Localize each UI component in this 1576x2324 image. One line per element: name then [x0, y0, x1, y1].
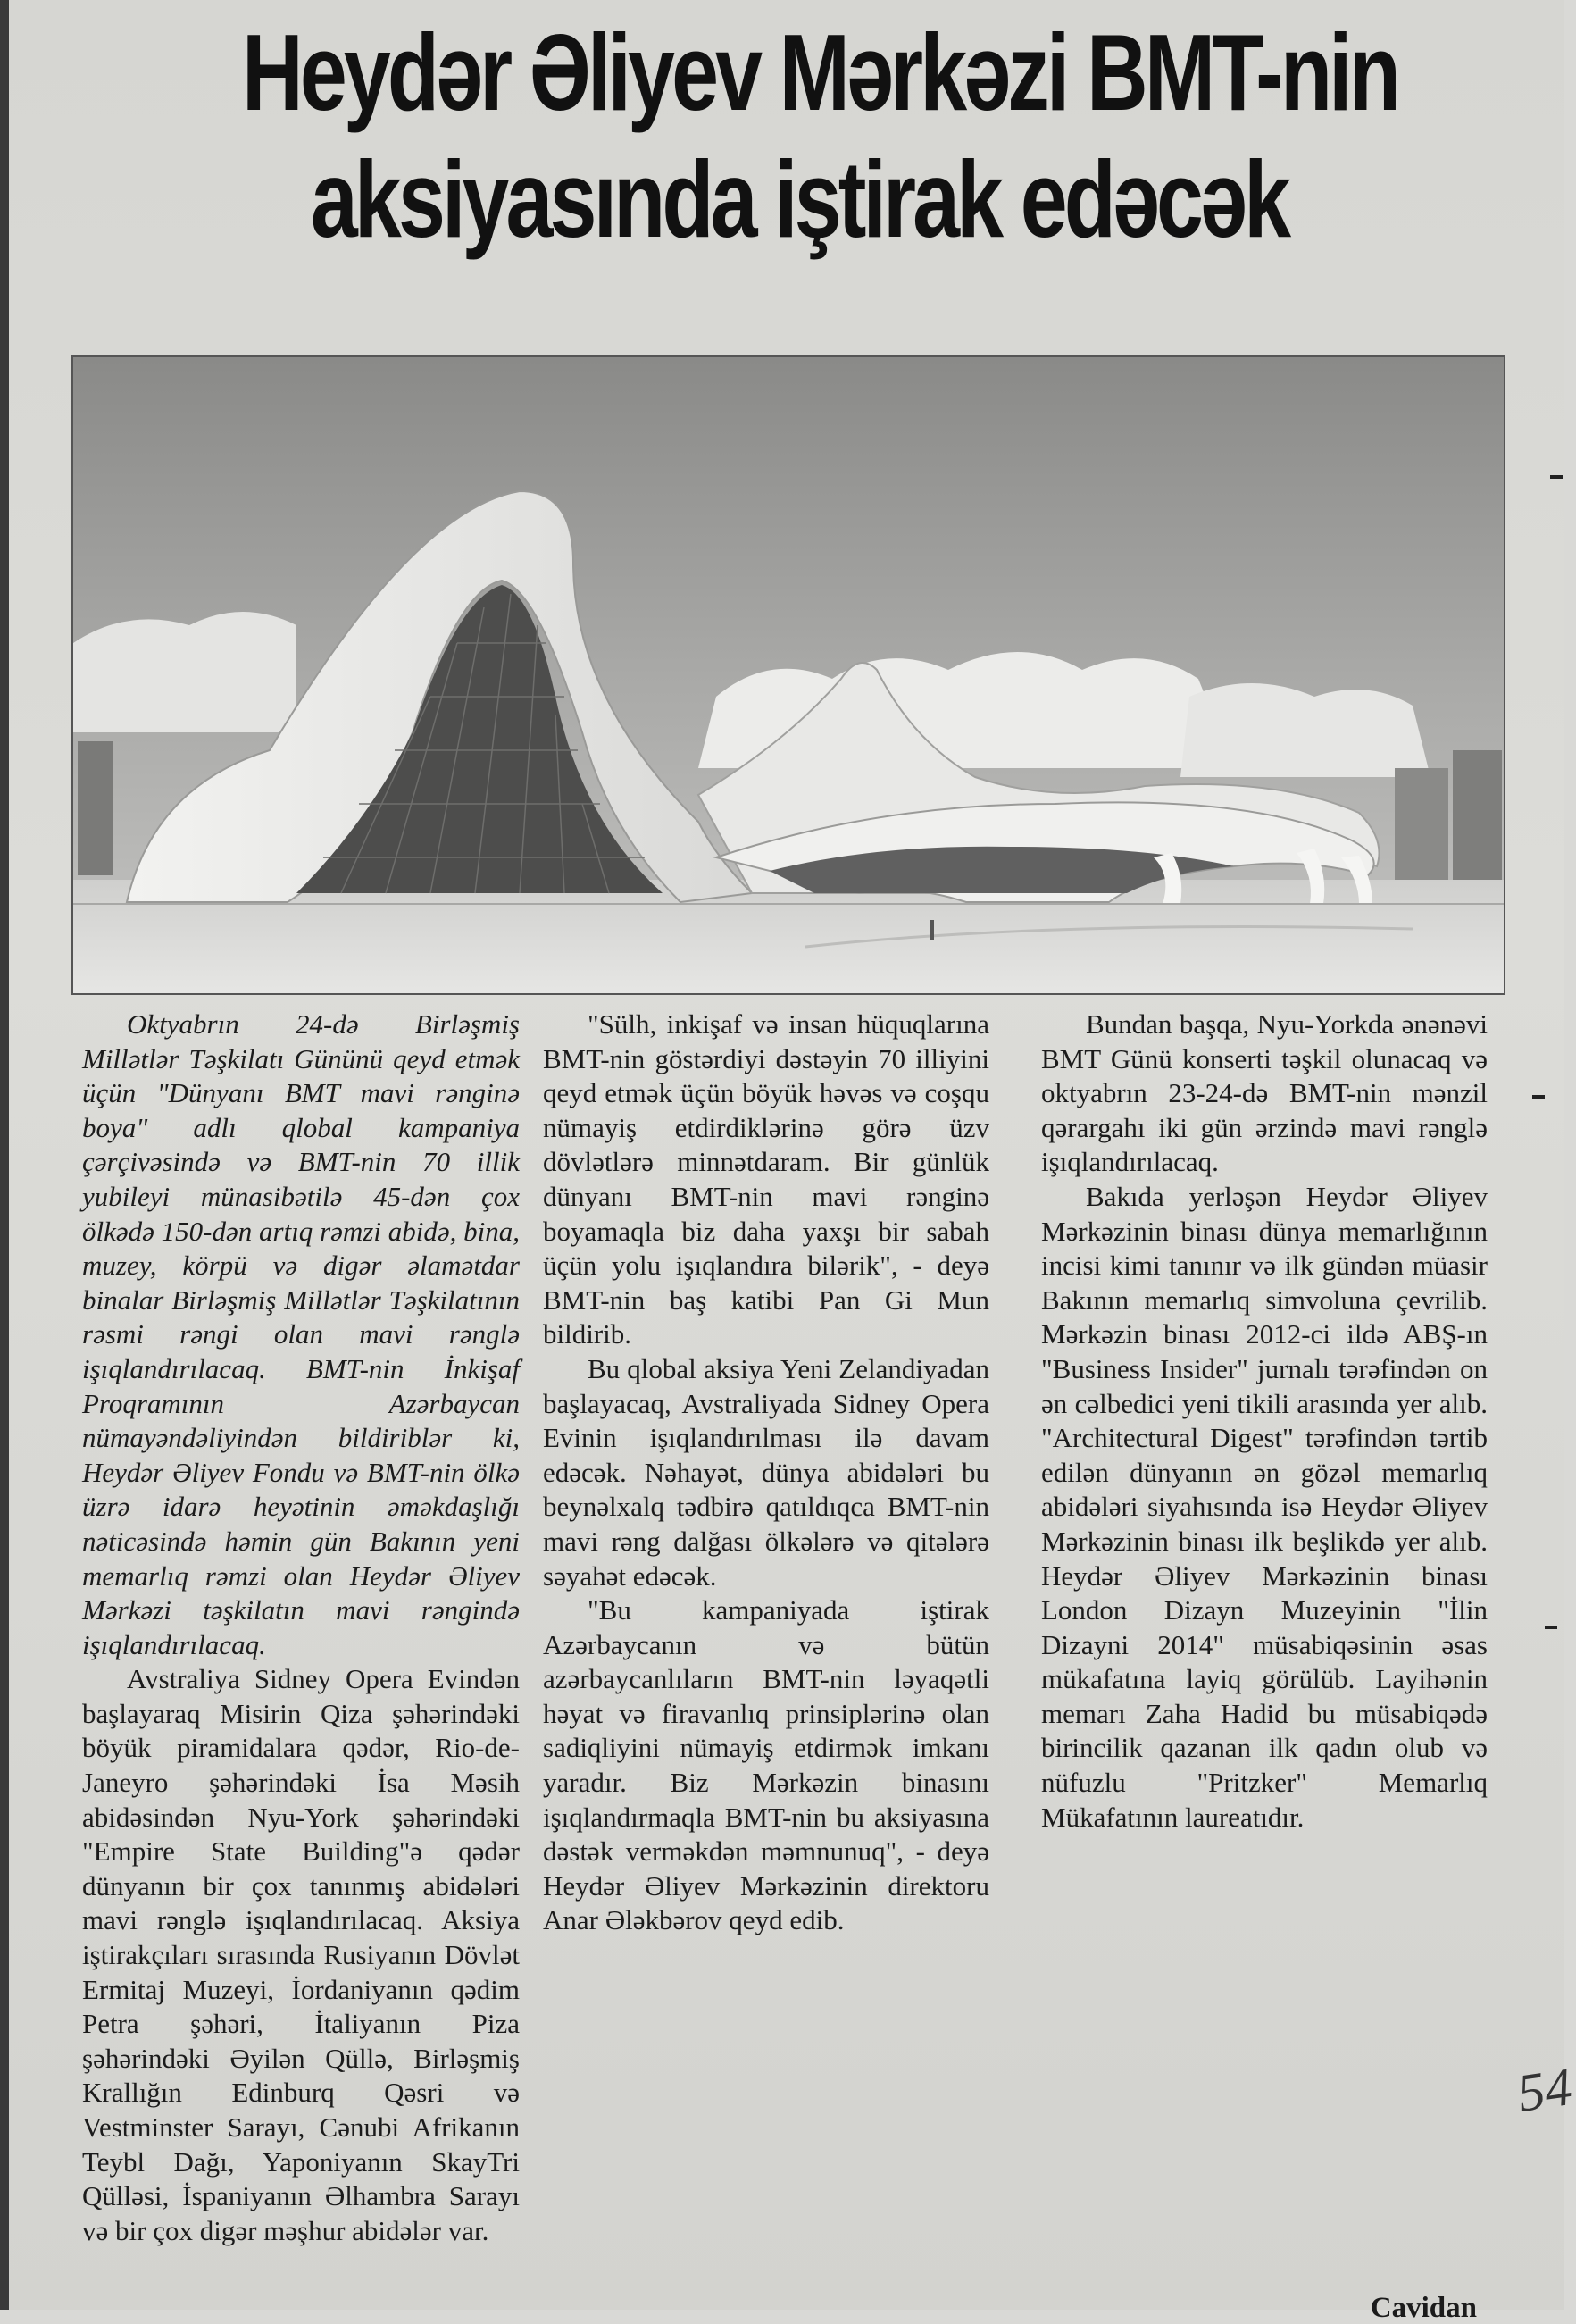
- scan-mark: [1550, 475, 1563, 479]
- handwritten-page-number: 54: [1513, 2057, 1576, 2123]
- headline-line-2: aksiyasında iştirak edəcək: [310, 138, 1288, 260]
- article-paragraph-5: "Bu kampaniyada iştirak Azərbaycanın və bütün azərbaycanlıların BMT-nin ləyaqətli həyat və firavanlıq prinsiplərinə olan sadiqliyini nümayiş etdirmək imkanı yaradır. Biz Mərkəzin binasını işıqlandırmaqla BMT-nin bu aksiyasına dəstək verməkdən məmnunuq", - deyə Heydər Əliyev Mərkəzinin direktoru Anar Ələkbərov qeyd edib.: [543, 1594, 989, 1936]
- heydar-aliyev-center-illustration: [73, 357, 1504, 993]
- article-paragraph-4: Bu qlobal aksiya Yeni Zelandiyadan başlayacaq, Avstraliyada Sidney Opera Evinin işıqlandırılması ilə davam edəcək. Nəhayət, dünya abidələri bu beynəlxalq tədbirə qatıldıqca BMT-nin mavi rəng dalğası ölkələrə və qitələrə səyahət edəcək.: [543, 1352, 989, 1592]
- article-headline: [242, 9, 1397, 263]
- article-lead: Oktyabrın 24-də Birləşmiş Millətlər Təşkilatı Gününü qeyd etmək üçün "Dünyanı BMT mavi rənginə boya" adlı qlobal kampaniya çərçivəsində və BMT-nin 70 illik yubileyi münasibətilə 45-dən çox ölkədə 150-dən artıq rəmzi abidə, bina, muzey, körpü və digər əlamətdar binalar Birləşmiş Millətlər Təşkilatının rəsmi rəngi olan mavi rənglə işıqlandırılacaq. BMT-nin İnkişaf Proqramının Azərbaycan nümayəndəliyindən bildiriblər ki, Heydər Əliyev Fondu və BMT-nin ölkə üzrə idarə heyətinin əməkdaşlığı nəticəsində həmin gün Bakının yeni memarlıq rəmzi olan Heydər Əliyev Mərkəzi təşkilatın mavi rəngində işıqlandırılacaq.: [82, 1008, 520, 1660]
- article-column-2: [543, 1007, 989, 1938]
- article-column-1: [82, 1007, 520, 2248]
- article-byline: Cavidan: [1370, 2292, 1477, 2324]
- headline-line-1: Heydər Əliyev Mərkəzi BMT-nin: [242, 12, 1397, 133]
- article-column-3: [1041, 1007, 1488, 1835]
- scan-mark: [1532, 1095, 1545, 1099]
- article-paragraph-6: Bundan başqa, Nyu-Yorkda ənənəvi BMT Günü konserti təşkil olunacaq və oktyabrın 23-24-də BMT-nin mənzil qərargahı iki gün ərzində mavi rənglə işıqlandırılacaq.: [1041, 1008, 1488, 1178]
- article-paragraph-7: Bakıda yerləşən Heydər Əliyev Mərkəzinin binası dünya memarlığının incisi kimi tanınır və ilk gündən müasir Bakının memarlıq simvoluna çevrilib. Mərkəzin binası 2012-ci ildə ABŞ-ın "Business Insider" jurnalı tərəfindən on ən cəlbedici yeni tikili arasında yer alıb. "Architectural Digest" tərəfindən tərtib edilən dünyanın ən gözəl memarlıq abidələri siyahısında isə Heydər Əliyev Mərkəzinin binası ilk beşlikdə yer alıb. Heydər Əliyev Mərkəzinin binası London Dizayn Muzeyinin "İlin Dizayni 2014" müsabiqəsinin əsas mükafatına layiq görülüb. Layihənin memarı Zaha Hadid bu müsabiqədə birincilik qazanan ilk qadın olub və nüfuzlu "Pritzker" Memarlıq Mükafatının laureatıdır.: [1041, 1180, 1488, 1833]
- page-edge: [0, 0, 9, 2310]
- article-paragraph-3: "Sülh, inkişaf və insan hüquqlarına BMT-nin göstərdiyi dəstəyin 70 illiyini qeyd etmək üçün böyük həvəs və coşqu nümayiş etdirdiklərinə görə üzv dövlətlərə minnətdaram. Bir günlük dünyanı BMT-nin mavi rənginə boyamaqla biz daha yaxşı bir sabah üçün yolu işıqlandıra bilərik", - deyə BMT-nin baş katibi Pan Gi Mun bildirib.: [543, 1008, 989, 1350]
- article-photo: [71, 355, 1505, 995]
- scan-mark: [1545, 1626, 1557, 1629]
- article-paragraph-2: Avstraliya Sidney Opera Evindən başlayaraq Misirin Qiza şəhərindəki böyük piramidalara qədər, Rio-de-Janeyro şəhərindəki İsa Məsih abidəsindən Nyu-York şəhərindəki "Empire State Building"ə qədər dünyanın bir çox tanınmış abidələri mavi rənglə işıqlandırılacaq. Aksiya iştirakçıları sırasında Rusiyanın Dövlət Ermitaj Muzeyi, İordaniyanın qədim Petra şəhəri, İtaliyanın Piza şəhərindəki Əyilən Qüllə, Birləşmiş Krallığın Edinburq Qəsri və Vestminster Sarayı, Cənubi Afrikanın Teybl Dağı, Yaponiyanın SkayTri Qülləsi, İspaniyanın Əlhambra Sarayı və bir çox digər məşhur abidələr var.: [82, 1663, 520, 2246]
